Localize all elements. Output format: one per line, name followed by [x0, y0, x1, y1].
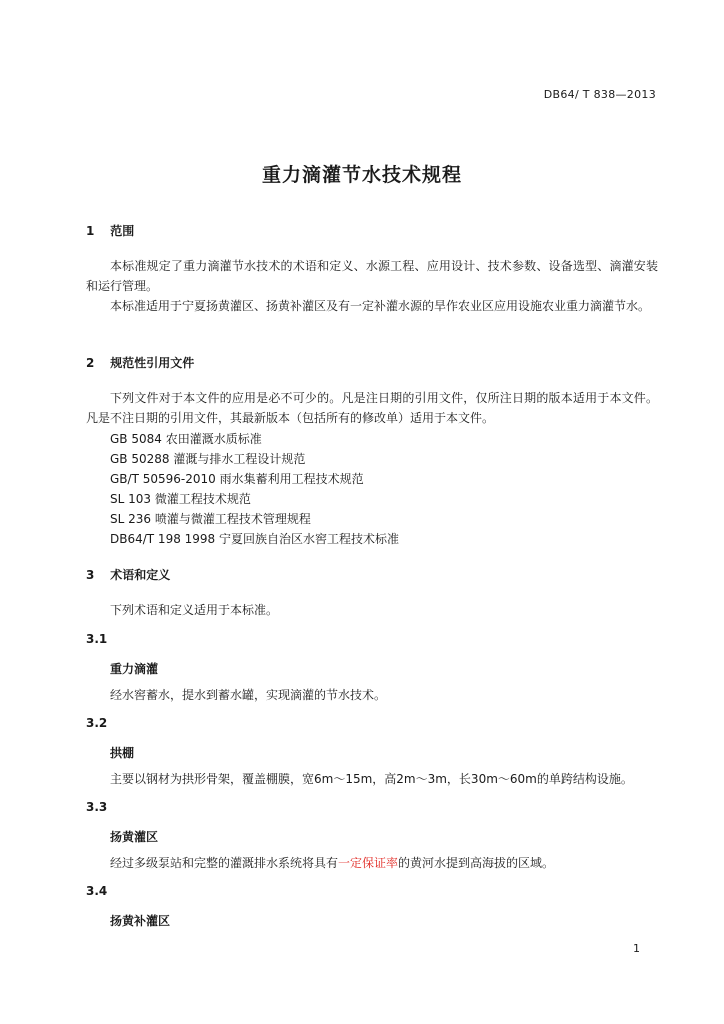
- term-name: 扬黄灌区: [110, 830, 159, 844]
- term-name: 扬黄补灌区: [110, 914, 171, 928]
- section-title: 规范性引用文件: [110, 356, 195, 370]
- reference-item: DB64/T 198 1998 宁夏回族自治区水窖工程技术标准: [110, 532, 400, 546]
- page-title: 重力滴灌节水技术规程: [261, 164, 462, 186]
- section-heading-normative-references: [86, 354, 194, 371]
- references-intro: 下列文件对于本文件的应用是必不可少的。凡是注日期的引用文件，仅所注日期的版本适用于本文件。凡是不注日期的引用文件，其最新版本（包括所有的修改单）适用于本文件。: [86, 391, 658, 425]
- section-number: 3: [86, 568, 95, 582]
- page-number: 1: [633, 942, 640, 955]
- reference-item: GB/T 50596-2010 雨水集蓄利用工程技术规范: [110, 472, 364, 486]
- document-code: DB64/ T 838—2013: [543, 88, 656, 101]
- highlighted-text: 一定保证率: [338, 856, 399, 870]
- term-definition: 主要以钢材为拱形骨架，覆盖棚膜，宽6m～15m，高2m～3m，长30m～60m的单跨结构设施。: [110, 772, 633, 786]
- scope-paragraph-1: 本标准规定了重力滴灌节水技术的术语和定义、水源工程、应用设计、技术参数、设备选型、滴灌安装和运行管理。: [86, 259, 658, 293]
- term-name: 拱棚: [110, 746, 135, 760]
- section-title: 术语和定义: [110, 568, 171, 582]
- scope-paragraph-2: 本标准适用于宁夏扬黄灌区、扬黄补灌区及有一定补灌水源的旱作农业区应用设施农业重力滴灌节水。: [110, 299, 651, 313]
- clause-number: 3.3: [86, 800, 108, 814]
- section-number: 1: [86, 224, 95, 238]
- reference-item: SL 236 喷灌与微灌工程技术管理规程: [110, 512, 311, 526]
- clause-number: 3.1: [86, 632, 108, 646]
- term-definition: 经水窖蓄水，提水到蓄水罐，实现滴灌的节水技术。: [110, 688, 387, 702]
- term-definition: [110, 854, 554, 871]
- definition-text: 的黄河水提到高海拔的区域。: [398, 856, 555, 870]
- definition-text: 经过多级泵站和完整的灌溉排水系统将具有: [110, 856, 339, 870]
- section-title: 范围: [110, 224, 135, 238]
- reference-item: SL 103 微灌工程技术规范: [110, 492, 251, 506]
- clause-number: 3.2: [86, 716, 108, 730]
- term-name: 重力滴灌: [110, 662, 159, 676]
- section-heading-terms: [86, 566, 170, 583]
- reference-item: GB 50288 灌溉与排水工程设计规范: [110, 452, 306, 466]
- reference-item: GB 5084 农田灌溉水质标准: [110, 432, 262, 446]
- clause-number: 3.4: [86, 884, 108, 898]
- section-number: 2: [86, 356, 95, 370]
- terms-intro: 下列术语和定义适用于本标准。: [110, 603, 279, 617]
- section-heading-scope: [86, 222, 134, 239]
